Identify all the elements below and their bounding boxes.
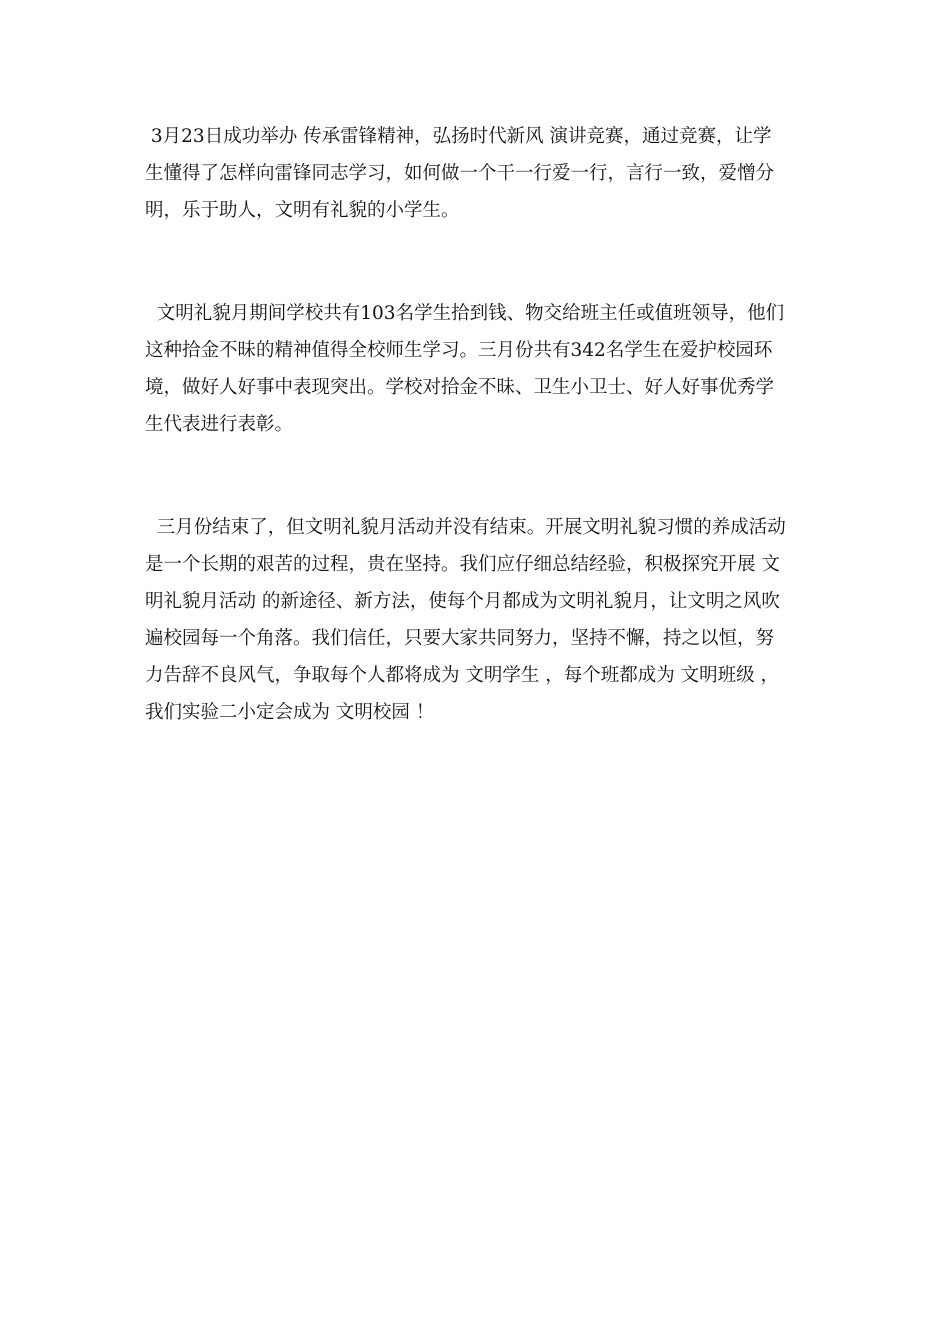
paragraph-line: 是一个长期的艰苦的过程，贵在坚持。我们应仔细总结经验，积极探究开展 文 — [145, 554, 780, 575]
paragraph-line: 力告辞不良风气，争取每个人都将成为 文明学生 ，每个班都成为 文明班级 ， — [145, 665, 780, 686]
paragraph-line: 文明礼貌月期间学校共有103名学生拾到钱、物交给班主任或值班领导，他们 — [145, 303, 785, 324]
paragraph-line: 生懂得了怎样向雷锋同志学习，如何做一个干一行爱一行，言行一致，爱憎分 — [145, 163, 775, 184]
paragraph-line: 3月23日成功举办 传承雷锋精神，弘扬时代新风 演讲竞赛，通过竞赛，让学 — [145, 126, 772, 147]
paragraph-line: 遍校园每一个角落。我们信任，只要大家共同努力，坚持不懈，持之以恒，努 — [145, 628, 775, 649]
paragraph-line: 生代表进行表彰。 — [145, 414, 294, 435]
paragraph-line: 境，做好人好事中表现突出。学校对拾金不昧、卫生小卫士、好人好事优秀学 — [145, 377, 775, 398]
paragraph-line: 明，乐于助人，文明有礼貌的小学生。 — [145, 200, 460, 221]
paragraph-line: 三月份结束了，但文明礼貌月活动并没有结束。开展文明礼貌习惯的养成活动 — [145, 517, 786, 538]
paragraph-line: 这种拾金不昧的精神值得全校师生学习。三月份共有342名学生在爱护校园环 — [145, 340, 773, 361]
paragraph-line: 明礼貌月活动 的新途径、新方法，使每个月都成为文明礼貌月，让文明之风吹 — [145, 591, 780, 612]
paragraph-line: 我们实验二小定会成为 文明校园 ！ — [145, 702, 435, 723]
